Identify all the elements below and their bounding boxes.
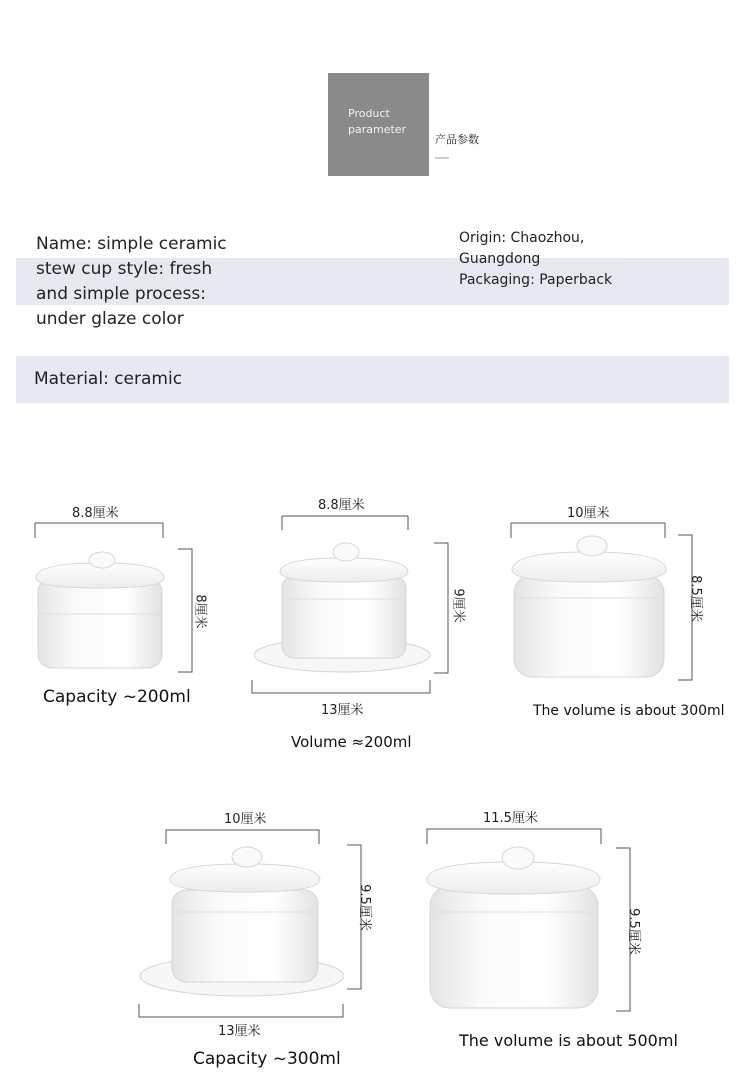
dim-line-width-1 [35, 523, 163, 538]
spec-material: Material: ceramic [34, 369, 183, 389]
capacity-3: The volume is about 300ml [533, 703, 725, 719]
width-label-2: 8.8厘米 [318, 498, 365, 513]
height-label-4: 9.5厘米 [356, 884, 372, 931]
width-label-1: 8.8厘米 [72, 506, 119, 521]
saucer-label-4: 13厘米 [218, 1024, 261, 1039]
spec-name-style-process: Name: simple ceramic stew cup style: fresh and simple process: under glaze color [36, 234, 227, 329]
dim-line-width-2 [282, 516, 408, 530]
spec-origin: Origin: Chaozhou, Guangdong [459, 230, 585, 267]
stew-cup-5 [427, 847, 600, 1008]
width-label-3: 10厘米 [567, 506, 610, 521]
height-label-1: 8厘米 [192, 594, 208, 629]
spec-packaging: Packaging: Paperback [459, 272, 613, 288]
stew-cup-2 [254, 543, 430, 672]
width-label-4: 10厘米 [224, 812, 267, 827]
capacity-2: Volume ≈200ml [291, 733, 412, 751]
width-label-5: 11.5厘米 [483, 811, 538, 826]
dim-line-height-2 [434, 543, 448, 673]
dim-line-height-1 [178, 549, 192, 672]
stew-cup-4 [140, 847, 344, 996]
capacity-1: Capacity ~200ml [43, 687, 191, 707]
capacity-5: The volume is about 500ml [459, 1031, 678, 1050]
dim-line-width-5 [427, 829, 601, 844]
height-label-5: 9.5厘米 [625, 908, 641, 955]
dim-line-width-3 [511, 523, 665, 538]
dim-line-saucer-2 [252, 680, 430, 693]
saucer-label-2: 13厘米 [321, 703, 364, 718]
stew-cup-1 [36, 552, 164, 668]
dim-line-saucer-4 [139, 1004, 343, 1017]
section-title-cn: 产品参数 [435, 133, 479, 146]
capacity-4: Capacity ~300ml [193, 1049, 341, 1069]
height-label-3: 8.5厘米 [687, 575, 703, 622]
badge-text: Product parameter [348, 107, 407, 136]
height-label-2: 9厘米 [450, 588, 466, 623]
dim-line-width-4 [166, 830, 319, 844]
stew-cup-3 [512, 536, 666, 677]
